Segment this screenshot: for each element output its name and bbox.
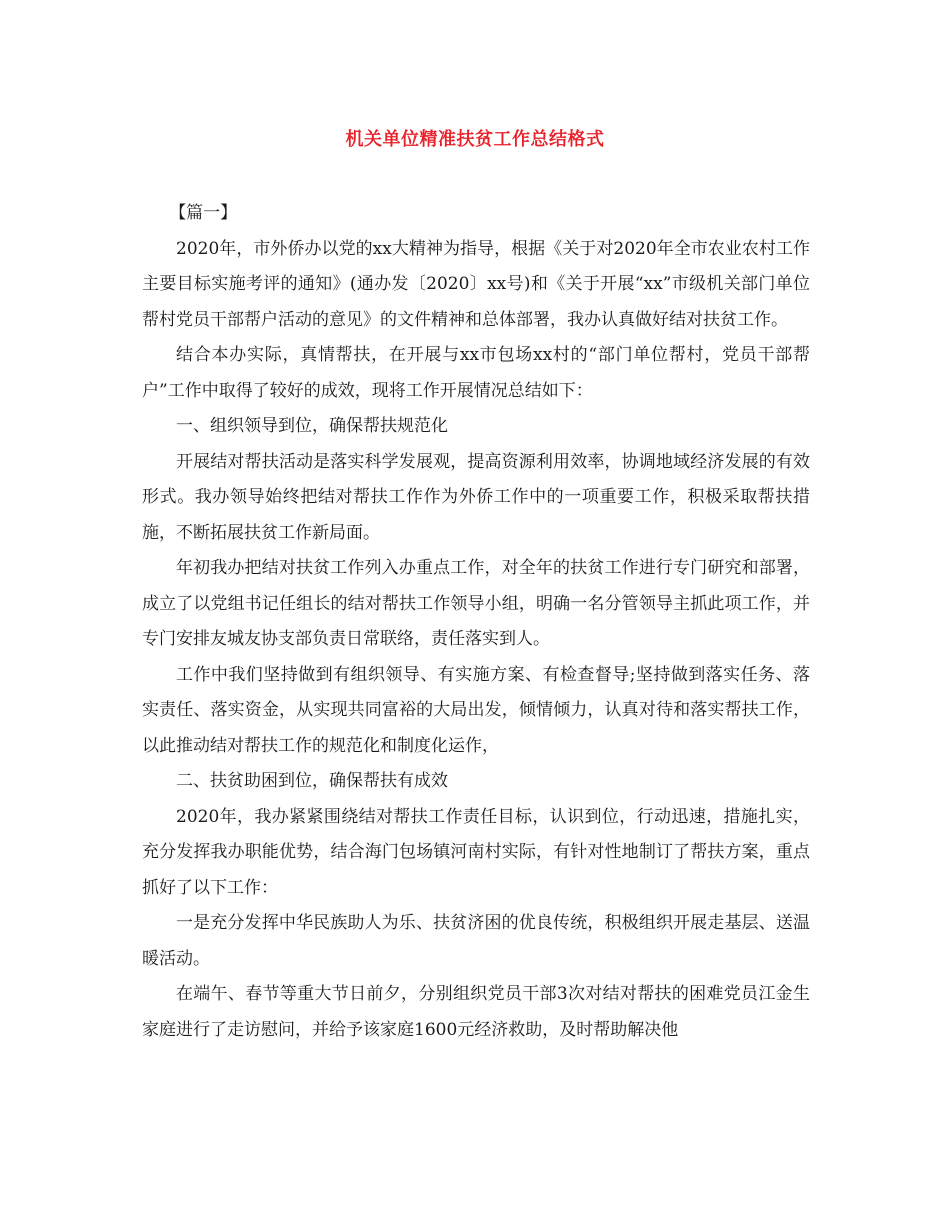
document-body (142, 196, 810, 1048)
paragraph-1: 2020年，市外侨办以党的xx大精神为指导，根据《关于对2020年全市农业农村工作主要目标实施考评的通知》(通办发〔2020〕xx号)和《关于开展“xx”市级机关部门单位帮村党员干部帮户活动的意见》的文件精神和总体部署，我办认真做好结对扶贫工作。 (142, 238, 810, 330)
paragraph-6: 2020年，我办紧紧围绕结对帮扶工作责任目标，认识到位，行动迅速，措施扎实，充分发挥我办职能优势，结合海门包场镇河南村实际，有针对性地制订了帮扶方案，重点抓好了以下工作： (142, 806, 810, 898)
paragraph-3: 开展结对帮扶活动是落实科学发展观，提高资源利用效率，协调地域经济发展的有效形式。我办领导始终把结对帮扶工作作为外侨工作中的一项重要工作，积极采取帮扶措施，不断拓展扶贫工作新局面。 (142, 451, 810, 543)
paragraph-8: 在端午、春节等重大节日前夕，分别组织党员干部3次对结对帮扶的困难党员江金生家庭进行了走访慰问，并给予该家庭1600元经济救助，及时帮助解决他 (142, 984, 810, 1040)
document-title: 机关单位精准扶贫工作总结格式 (345, 129, 605, 150)
heading-section-1: 一、组织领导到位，确保帮扶规范化 (176, 416, 448, 436)
paragraph-5: 工作中我们坚持做到有组织领导、有实施方案、有检查督导;坚持做到落实任务、落实责任、落实资金，从实现共同富裕的大局出发，倾情倾力，认真对待和落实帮扶工作，以此推动结对帮扶工作的规范化和制度化运作， (142, 664, 810, 756)
paragraph-2: 结合本办实际，真情帮扶，在开展与xx市包场xx村的“部门单位帮村，党员干部帮户”工作中取得了较好的成效，现将工作开展情况总结如下： (142, 345, 810, 401)
section-label: 【篇一】 (169, 203, 238, 223)
heading-section-2: 二、扶贫助困到位，确保帮扶有成效 (176, 771, 448, 791)
paragraph-7: 一是充分发挥中华民族助人为乐、扶贫济困的优良传统，积极组织开展走基层、送温暖活动。 (142, 913, 810, 969)
paragraph-4: 年初我办把结对扶贫工作列入办重点工作，对全年的扶贫工作进行专门研究和部署，成立了以党组书记任组长的结对帮扶工作领导小组，明确一名分管领导主抓此项工作，并专门安排友城友协支部负责日常联络，责任落实到人。 (142, 558, 810, 649)
